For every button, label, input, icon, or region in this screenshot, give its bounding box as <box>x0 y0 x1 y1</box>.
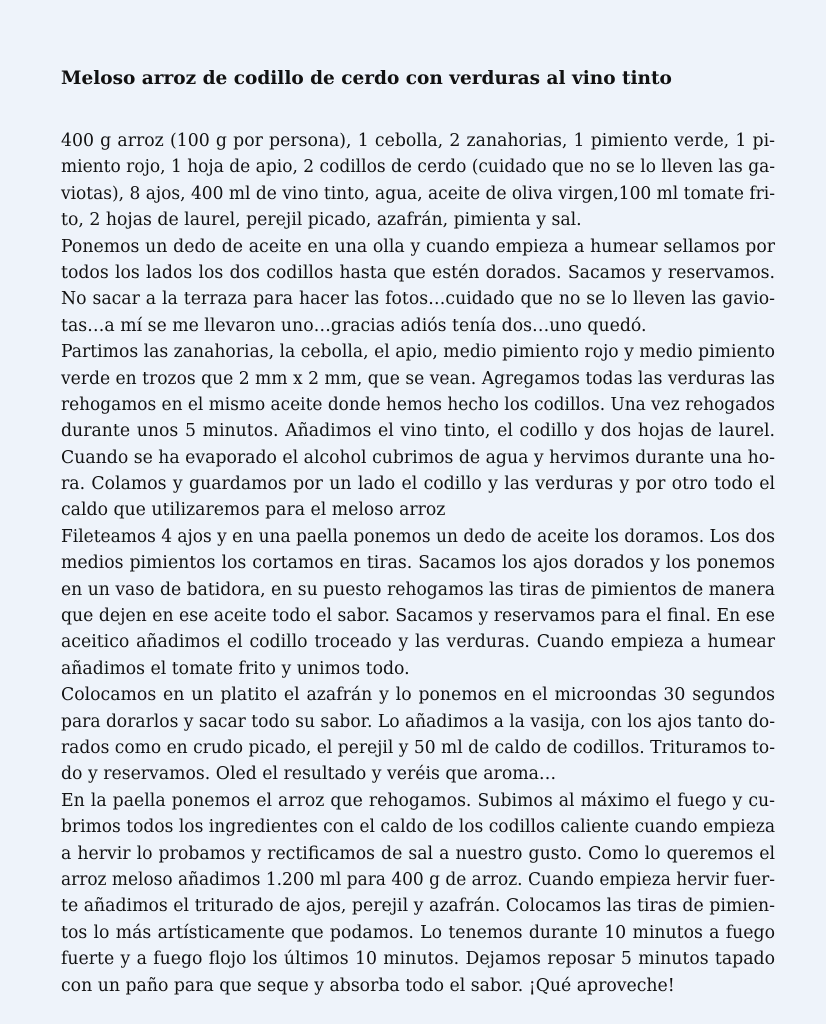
text-line: arroz meloso añadimos 1.200 ml para 400 g de arroz. Cuando empieza hervir fuer- <box>61 869 775 890</box>
text-line: aceitico añadimos el codillo troceado y las verduras. Cuando empieza a humear <box>61 632 775 653</box>
text-line: tos lo más artísticamente que podamos. Lo tenemos durante 10 minutos a fuego <box>61 922 775 943</box>
text-line: Cuando se ha evaporado el alcohol cubrimos de agua y hervimos durante una ho- <box>61 447 776 468</box>
text-line: verde en trozos que 2 mm x 2 mm, que se vean. Agregamos todas las verduras las <box>61 368 775 389</box>
text-line: caldo que utilizaremos para el meloso arroz <box>61 500 446 521</box>
text-line: durante unos 5 minutos. Añadimos el vino tinto, el codillo y dos hojas de laurel. <box>61 421 776 442</box>
document-page <box>61 66 775 999</box>
text-line: rados como en crudo picado, el perejil y 50 ml de caldo de codillos. Trituramos to- <box>61 737 775 758</box>
text-line: do y reservamos. Oled el resultado y veréis que aroma… <box>61 764 557 785</box>
text-line: brimos todos los ingredientes con el caldo de los codillos caliente cuando empieza <box>61 817 776 838</box>
text-line: todos los lados los dos codillos hasta que estén dorados. Sacamos y reservamos. <box>61 262 775 283</box>
text-line: medios pimientos los cortamos en tiras. Sacamos los ajos dorados y los ponemos <box>61 553 775 574</box>
paragraph <box>61 128 775 234</box>
text-line: Fileteamos 4 ajos y en una paella ponemos un dedo de aceite los doramos. Los dos <box>61 526 775 547</box>
text-line: fuerte y a fuego flojo los últimos 10 minutos. Dejamos reposar 5 minutos tapado <box>61 949 775 970</box>
recipe-title: Meloso arroz de codillo de cerdo con verduras al vino tinto <box>61 68 672 89</box>
text-line: rehogamos en el mismo aceite donde hemos hecho los codillos. Una vez rehogados <box>61 394 776 415</box>
text-line: que dejen en ese aceite todo el sabor. Sacamos y reservamos para el final. En ese <box>61 606 775 627</box>
paragraph <box>61 682 775 788</box>
text-line: Ponemos un dedo de aceite en una olla y cuando empieza a humear sellamos por <box>61 236 775 257</box>
text-line: a hervir lo probamos y rectificamos de sal a nuestro gusto. Como lo queremos el <box>61 843 775 864</box>
text-line: para dorarlos y sacar todo su sabor. Lo añadimos a la vasija, con los ajos tanto do- <box>61 711 776 732</box>
paragraph <box>61 234 775 340</box>
text-line: te añadimos el triturado de ajos, perejil y azafrán. Colocamos las tiras de pimien- <box>61 896 775 917</box>
text-line: Partimos las zanahorias, la cebolla, el apio, medio pimiento rojo y medio pimiento <box>61 342 775 363</box>
text-line: tas…a mí se me llevaron uno…gracias adiós tenía dos…uno quedó. <box>61 315 647 336</box>
paragraph <box>61 339 775 524</box>
paragraph <box>61 524 775 682</box>
recipe-body <box>61 128 775 999</box>
text-line: En la paella ponemos el arroz que rehogamos. Subimos al máximo el fuego y cu- <box>61 790 775 811</box>
paragraph <box>61 788 775 999</box>
text-line: añadimos el tomate frito y unimos todo. <box>61 658 410 679</box>
text-line: No sacar a la terraza para hacer las fotos…cuidado que no se lo lleven las gavio- <box>61 289 775 310</box>
text-line: to, 2 hojas de laurel, perejil picado, azafrán, pimienta y sal. <box>61 210 582 231</box>
text-line: 400 g arroz (100 g por persona), 1 cebolla, 2 zanahorias, 1 pimiento verde, 1 pi- <box>61 131 775 151</box>
text-line: viotas), 8 ajos, 400 ml de vino tinto, agua, aceite de oliva virgen,100 ml tomate fri- <box>61 183 775 204</box>
text-line: ra. Colamos y guardamos por un lado el codillo y las verduras y por otro todo el <box>61 474 775 495</box>
text-line: Colocamos en un platito el azafrán y lo ponemos en el microondas 30 segundos <box>61 685 775 706</box>
text-line: miento rojo, 1 hoja de apio, 2 codillos de cerdo (cuidado que no se lo lleven las ga- <box>61 157 776 178</box>
text-line: con un paño para que seque y absorba todo el sabor. ¡Qué aproveche! <box>61 975 675 996</box>
text-line: en un vaso de batidora, en su puesto rehogamos las tiras de pimientos de manera <box>61 579 775 600</box>
